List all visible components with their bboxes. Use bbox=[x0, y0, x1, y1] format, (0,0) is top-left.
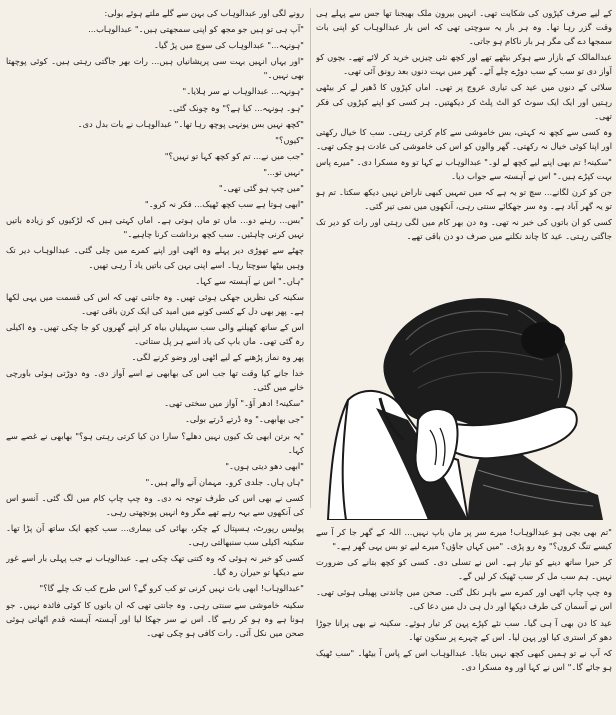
paragraph: پھر وہ نماز پڑھنے کے لیے اٹھی اور وضو کرنے لگی۔ bbox=[131, 352, 304, 363]
paragraph: "عبدالوہاب! ابھی بات نہیں کرنی تو کب کرو گے؟ اس طرح کب تک چلے گا؟" bbox=[39, 583, 304, 594]
paragraph: عبدالمالک کے بازار سے ہوکر بیٹھے تھے اور کچھ نئی چیزیں خرید کر لائے تھے۔ بچوں کو آواز دی تو سب کے سب دوڑے چلے آئے۔ گھر میں بہت دنوں بعد رونق آئی تھی۔ bbox=[316, 52, 612, 77]
paragraph: وہ کسی سے کچھ نہ کہتی، بس خاموشی سے کام کرتی رہتی۔ سب کا خیال رکھتی اور اپنا کوئی خیال نہ رکھتی۔ گھر والوں کو اس کی خاموشی کی عادت ہو چکی تھی۔ bbox=[316, 126, 612, 151]
paragraph: "ابھی دھو دیتی ہوں۔" bbox=[225, 460, 304, 471]
paragraph: "ہونہہ... عبدالوہاب نے سر ہلایا۔" bbox=[182, 86, 304, 97]
paragraph: "ابھی ہوتا ہے سب کچھ ٹھیک... فکر نہ کرو۔" bbox=[144, 199, 304, 210]
paragraph: "آپ ہی تو ہیں جو مجھ کو اپنی سمجھتی ہیں۔" عبدالوہاب... bbox=[88, 24, 304, 35]
paragraph: "جب میں نے... تم کو کچھ کہا تو نہیں؟" bbox=[164, 150, 304, 161]
paragraph: "ہونہہ..." عبدالوہاب کی سوچ میں پڑ گیا۔ bbox=[153, 40, 304, 51]
paragraph: عید کا دن بھی آ ہی گیا۔ سب نئے کپڑے پہن کر تیار ہوئے۔ سکینہ نے بھی پرانا جوڑا دھو کر استری کیا اور پہن لیا۔ اس کے چہرے پر سکون تھا۔ bbox=[316, 617, 612, 642]
paragraph: کسی کو خبر نہ ہوئی کہ وہ کتنی تھک چکی ہے۔ عبدالوہاب نے جب پہلی بار اسے غور سے دیکھا تو حیران رہ گیا۔ bbox=[6, 553, 304, 578]
paragraph: "ہو۔ ہونہہ... کیا ہے؟" وہ چونک گئی۔ bbox=[168, 102, 304, 113]
paragraph: سکینہ خاموشی سے سنتی رہی۔ وہ جانتی تھی کہ ان باتوں کا کوئی فائدہ نہیں۔ جو ہونا ہے وہ ہو کر رہے گا۔ اس نے سر جھکا لیا اور آہستہ آہستہ قدم اٹھاتی ہوئی صحن میں نکل آئی۔ رات کافی ہو چکی تھی۔ bbox=[6, 599, 304, 638]
paragraph: پولیس رپورٹ، ہسپتال کے چکر، بھائی کی بیماری... سب کچھ ایک ساتھ آن پڑا تھا۔ سکینہ اکیلی سب سنبھالتی رہی۔ bbox=[6, 523, 304, 548]
paragraph: "سکینہ! ادھر آؤ۔" آواز میں سختی تھی۔ bbox=[164, 398, 304, 409]
paragraph: "کچھ نہیں بس یونہی پوچھ رہا تھا۔" عبدالوہاب نے بات بدل دی۔ bbox=[77, 118, 304, 129]
paragraph: "نہیں تو..." bbox=[263, 166, 304, 177]
right-text-column-top bbox=[316, 6, 612, 276]
paragraph: کہ آپ نے تو ہمیں کبھی کچھ نہیں بتایا۔ عبدالوہاب اس کے پاس آ بیٹھا۔ "سب ٹھیک ہو جائے گا۔" اس نے کہا اور وہ مسکرا دی۔ bbox=[316, 647, 612, 672]
paragraph: کسی کو ان باتوں کی خبر نہ تھی۔ وہ دن بھر کام میں لگی رہتی اور رات کو دیر تک جاگتی رہتی۔ عید کا چاند نکلنے میں صرف دو دن باقی تھے۔ bbox=[316, 217, 612, 242]
right-text-column-bottom bbox=[316, 525, 612, 713]
paragraph: خدا جانے کیا وقت تھا جب اس کی بھابھی نے اسے آواز دی۔ وہ دوڑتی ہوئی باورچی خانے میں گئی۔ bbox=[6, 368, 304, 393]
paragraph: "اور یہاں انہیں بہت سی پریشانیاں ہیں... رات بھر جاگتی رہتی ہیں۔ کوئی پوچھتا بھی نہیں۔" bbox=[6, 56, 304, 81]
paragraph: "ہاں ہاں۔ جلدی کرو۔ مہمان آنے والے ہیں۔" bbox=[145, 476, 304, 487]
paragraph: کے لیے صرف کپڑوں کی شکایت تھی۔ انہیں بیرون ملک بھیجنا تھا جس سے پہلے ہی وقت گزر رہا تھا۔ وہ ہر بار یہ سوچتی تھی کہ اس بار عبدالوہاب کو اپنی بات سمجھا دے گی مگر ہر بار ناکام ہو جاتی۔ bbox=[316, 8, 612, 47]
paragraph: "تم بھی بچی ہو عبدالوہاب! میرے سر پر ماں باپ نہیں... اللہ کے گھر جا کر آ سے کیسے تنگ کروں؟" وہ رو پڑی۔ "میں کہاں جاؤں؟ میرے لیے تو بس یہی گھر ہے۔" bbox=[316, 527, 612, 552]
paragraph: "سکینہ! تم بھی اپنے لیے کچھ لے لو۔" عبدالوہاب نے کہا تو وہ مسکرا دی۔ "میرے پاس بہت کپڑے ہیں۔" اس نے آہستہ سے جواب دیا۔ bbox=[316, 156, 612, 182]
paragraph: "میں چپ ہو گئی تھی۔" bbox=[218, 183, 304, 194]
paragraph: "یہ برتن ابھی تک کیوں نہیں دھلے؟ سارا دن کیا کرتی رہتی ہو؟" بھابھی نے غصے سے کہا۔ bbox=[6, 430, 304, 455]
paragraph: "جی بھابھی۔" وہ ڈرتے ڈرتے بولی۔ bbox=[185, 414, 304, 425]
paragraph: چھٹے سے تھوڑی دیر پہلے وہ اٹھی اور اپنے کمرے میں چلی گئی۔ عبدالوہاب دیر تک وہیں بیٹھا سوچتا رہا۔ اسے اپنی بہن کی باتیں یاد آ رہی تھیں۔ bbox=[6, 245, 304, 270]
paragraph: سکینہ کی نظریں جھکی ہوئی تھیں۔ وہ جانتی تھی کہ اس کی قسمت میں یہی لکھا ہے۔ پھر بھی دل کے کسی کونے میں امید کی ایک کرن باقی تھی۔ bbox=[6, 291, 304, 316]
paragraph: "بس... رہنے دو... ماں تو ماں ہوتی ہے۔ اماں کہتی ہیں کہ لڑکیوں کو زیادہ باتیں نہیں کرنی چاہئیں۔ سب کچھ برداشت کرنا چاہیے۔" bbox=[6, 215, 304, 240]
column-divider bbox=[310, 8, 311, 508]
paragraph: "ہاں۔" اس نے آہستہ سے کہا۔ bbox=[195, 275, 304, 286]
paragraph: سلائی کے دنوں میں عید کی تیاری عروج پر تھی۔ اماں کپڑوں کا ڈھیر لے کر بیٹھی رہتیں اور ایک ایک سوٹ کو الٹ پلٹ کر دیکھتیں۔ ہر کسی کو اپنے کپڑوں کی فکر تھی۔ bbox=[316, 82, 612, 121]
paragraph: کسی نے بھی اس کی طرف توجہ نہ دی۔ وہ چپ چاپ کام میں لگ گئی۔ آنسو اس کی آنکھوں سے بہہ رہے تھے مگر وہ انہیں پونچھتی رہی۔ bbox=[6, 492, 304, 517]
left-text-column bbox=[6, 6, 304, 713]
paragraph: اس کے ساتھ کھیلنے والی سب سہیلیاں بیاہ کر اپنے گھروں کو جا چکی تھیں۔ وہ اکیلی رہ گئی تھی۔ ماں باپ کی یاد اسے ہر پل ستاتی۔ bbox=[6, 321, 304, 346]
paragraph: "کیوں؟" bbox=[275, 134, 304, 145]
paragraph: جن کو کرن لگانے... سچ تو یہ ہے کہ میں تمہیں کبھی ناراض نہیں دیکھ سکتا۔ تم ہو تو یہ گھر آباد ہے۔ وہ سر جھکائے سنتی رہی، آنکھوں میں نمی تیر گئی۔ bbox=[316, 187, 612, 212]
story-illustration bbox=[318, 280, 610, 520]
paragraph: رونے لگی اور عبدالوہاب کی بہن سے گلے ملتے ہوئے بولی: bbox=[104, 8, 304, 18]
paragraph: کر حیرا ساتھ دینے کو تیار ہے۔ اس نے تسلی دی۔ کسی کو کچھ بتانے کی ضرورت نہیں۔ ہم سب مل کر سب ٹھیک کر لیں گے۔ bbox=[316, 557, 612, 582]
paragraph: وہ چپ چاپ اٹھی اور کمرے سے باہر نکل گئی۔ صحن میں چاندنی پھیلی ہوئی تھی۔ اس نے آسمان کی طرف دیکھا اور دل ہی دل میں دعا کی۔ bbox=[316, 587, 612, 612]
